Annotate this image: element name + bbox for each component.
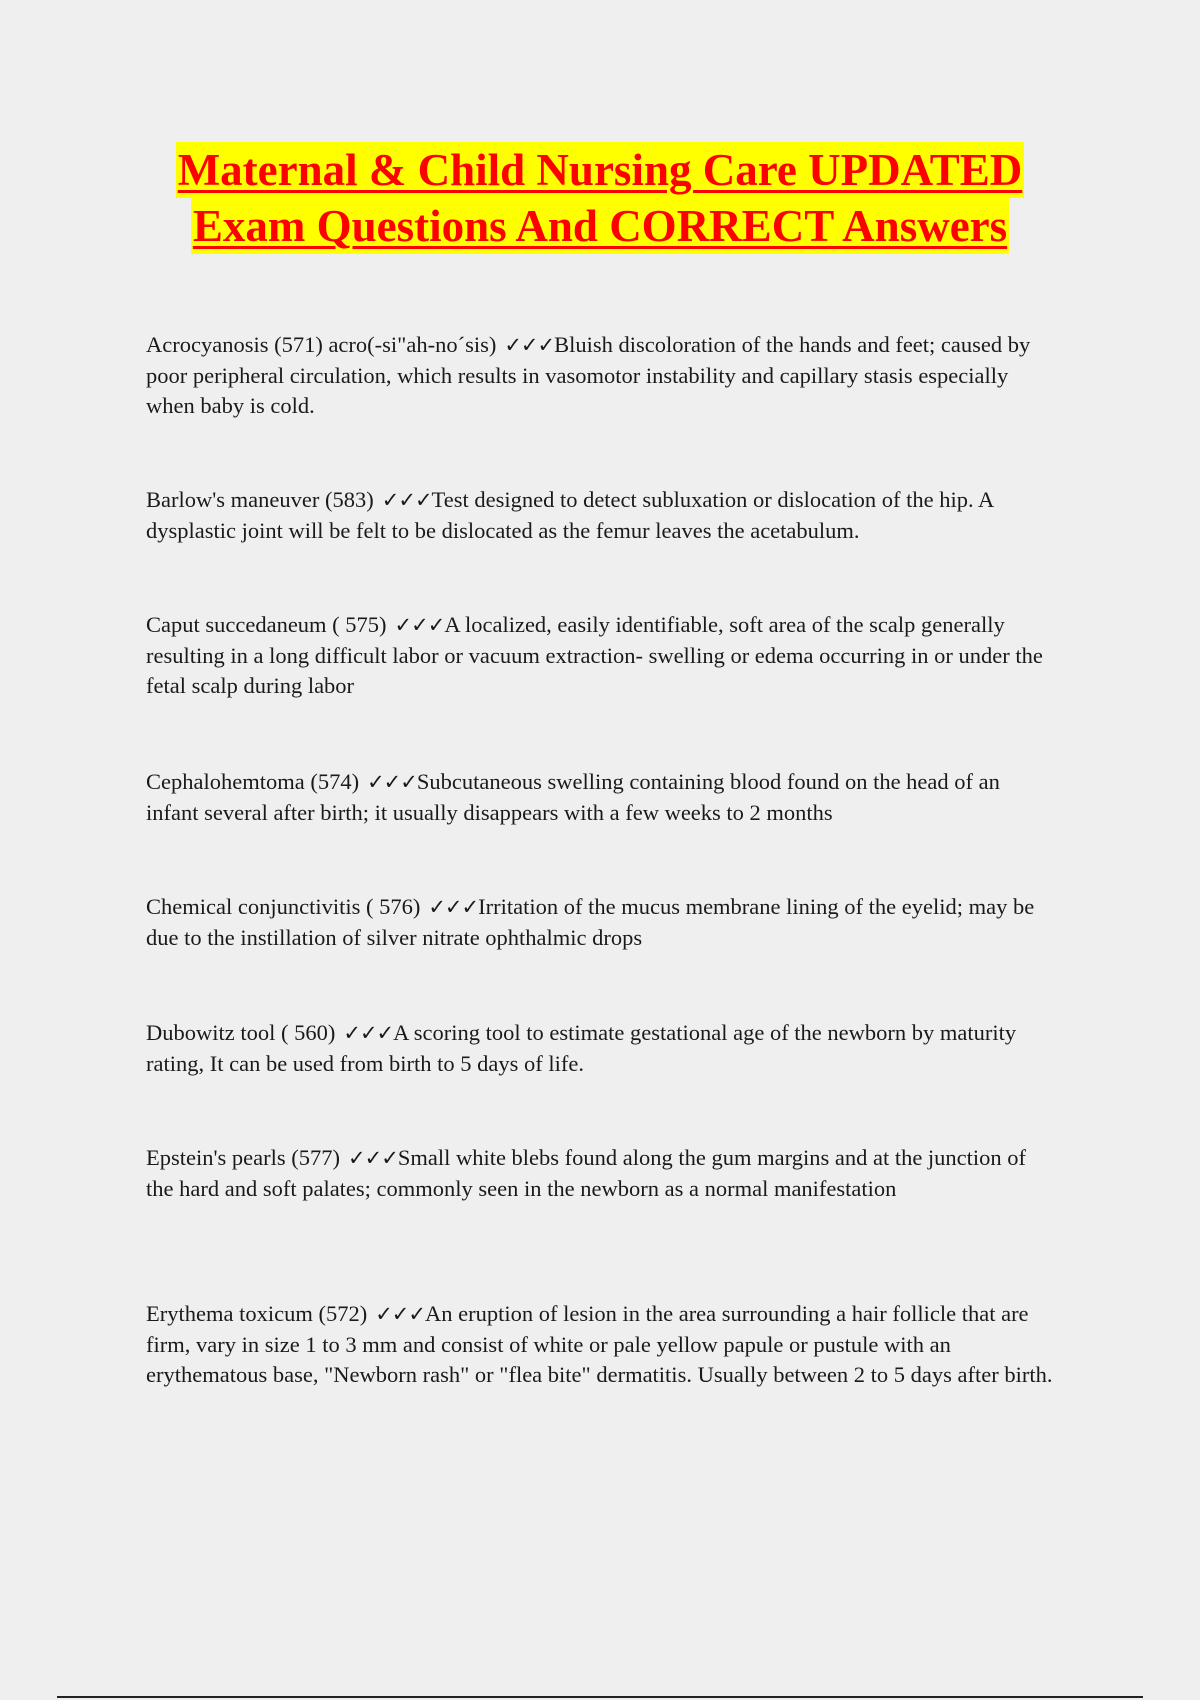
page-title <box>100 142 1100 254</box>
qa-entry <box>146 485 1056 546</box>
qa-entry <box>146 1299 1056 1391</box>
entry-term: Dubowitz tool ( 560) <box>146 1020 336 1045</box>
checkmark-icon: ✓✓✓ <box>375 1302 425 1326</box>
entry-answer: Small white blebs found along the gum margins and at the junction of the hard and soft palates; commonly seen in the newborn as a normal manifestation <box>146 1145 1027 1201</box>
entry-term: Acrocyanosis (571) acro(-si"ah-no´sis) <box>146 332 497 357</box>
checkmark-icon: ✓✓✓ <box>428 895 479 919</box>
entry-answer: Test designed to detect subluxation or dislocation of the hip. A dysplastic joint will be felt to be dislocated as the femur leaves the acetabulum. <box>146 487 994 543</box>
checkmark-icon: ✓✓✓ <box>381 488 432 512</box>
entry-term: Cephalohemtoma (574) <box>146 769 360 794</box>
qa-entry <box>146 1018 1056 1079</box>
checkmark-icon: ✓✓✓ <box>348 1146 398 1170</box>
entry-answer: An eruption of lesion in the area surrounding a hair follicle that are firm, vary in size 1 to 3 mm and consist of white or pale yellow papule or pustule with an erythematous base, "Newborn rash" or "flea bite" dermatitis. Usually between 2 to 5 days after birth. <box>146 1301 1053 1387</box>
entry-term: Chemical conjunctivitis ( 576) <box>146 894 421 919</box>
entry-answer: A scoring tool to estimate gestational age of the newborn by maturity rating, It can be used from birth to 5 days of life. <box>146 1020 1017 1076</box>
qa-entry <box>146 330 1056 422</box>
entry-term: Caput succedaneum ( 575) <box>146 612 387 637</box>
entry-answer: Bluish discoloration of the hands and feet; caused by poor peripheral circulation, which results in vasomotor instability and capillary stasis especially when baby is cold. <box>146 332 1031 418</box>
checkmark-icon: ✓✓✓ <box>394 613 445 637</box>
entry-answer: Irritation of the mucus membrane lining of the eyelid; may be due to the instillation of silver nitrate ophthalmic drops <box>146 894 1035 950</box>
entry-term: Epstein's pearls (577) <box>146 1145 341 1170</box>
qa-entry <box>146 892 1056 953</box>
qa-entry <box>146 610 1056 702</box>
title-line-2: Exam Questions And CORRECT Answers <box>191 198 1009 254</box>
entry-term: Barlow's maneuver (583) <box>146 487 374 512</box>
entry-answer: A localized, easily identifiable, soft area of the scalp generally resulting in a long difficult labor or vacuum extraction- swelling or edema occurring in or under the fetal scalp during labor <box>146 612 1043 698</box>
entry-answer: Subcutaneous swelling containing blood found on the head of an infant several after birth; it usually disappears with a few weeks to 2 months <box>146 769 1000 825</box>
checkmark-icon: ✓✓✓ <box>504 333 555 357</box>
entry-term: Erythema toxicum (572) <box>146 1301 368 1326</box>
qa-entry <box>146 1143 1056 1204</box>
title-line-1: Maternal & Child Nursing Care UPDATED <box>176 142 1025 198</box>
checkmark-icon: ✓✓✓ <box>367 770 417 794</box>
checkmark-icon: ✓✓✓ <box>343 1021 394 1045</box>
qa-entry <box>146 767 1056 828</box>
page-divider <box>57 1696 1143 1698</box>
